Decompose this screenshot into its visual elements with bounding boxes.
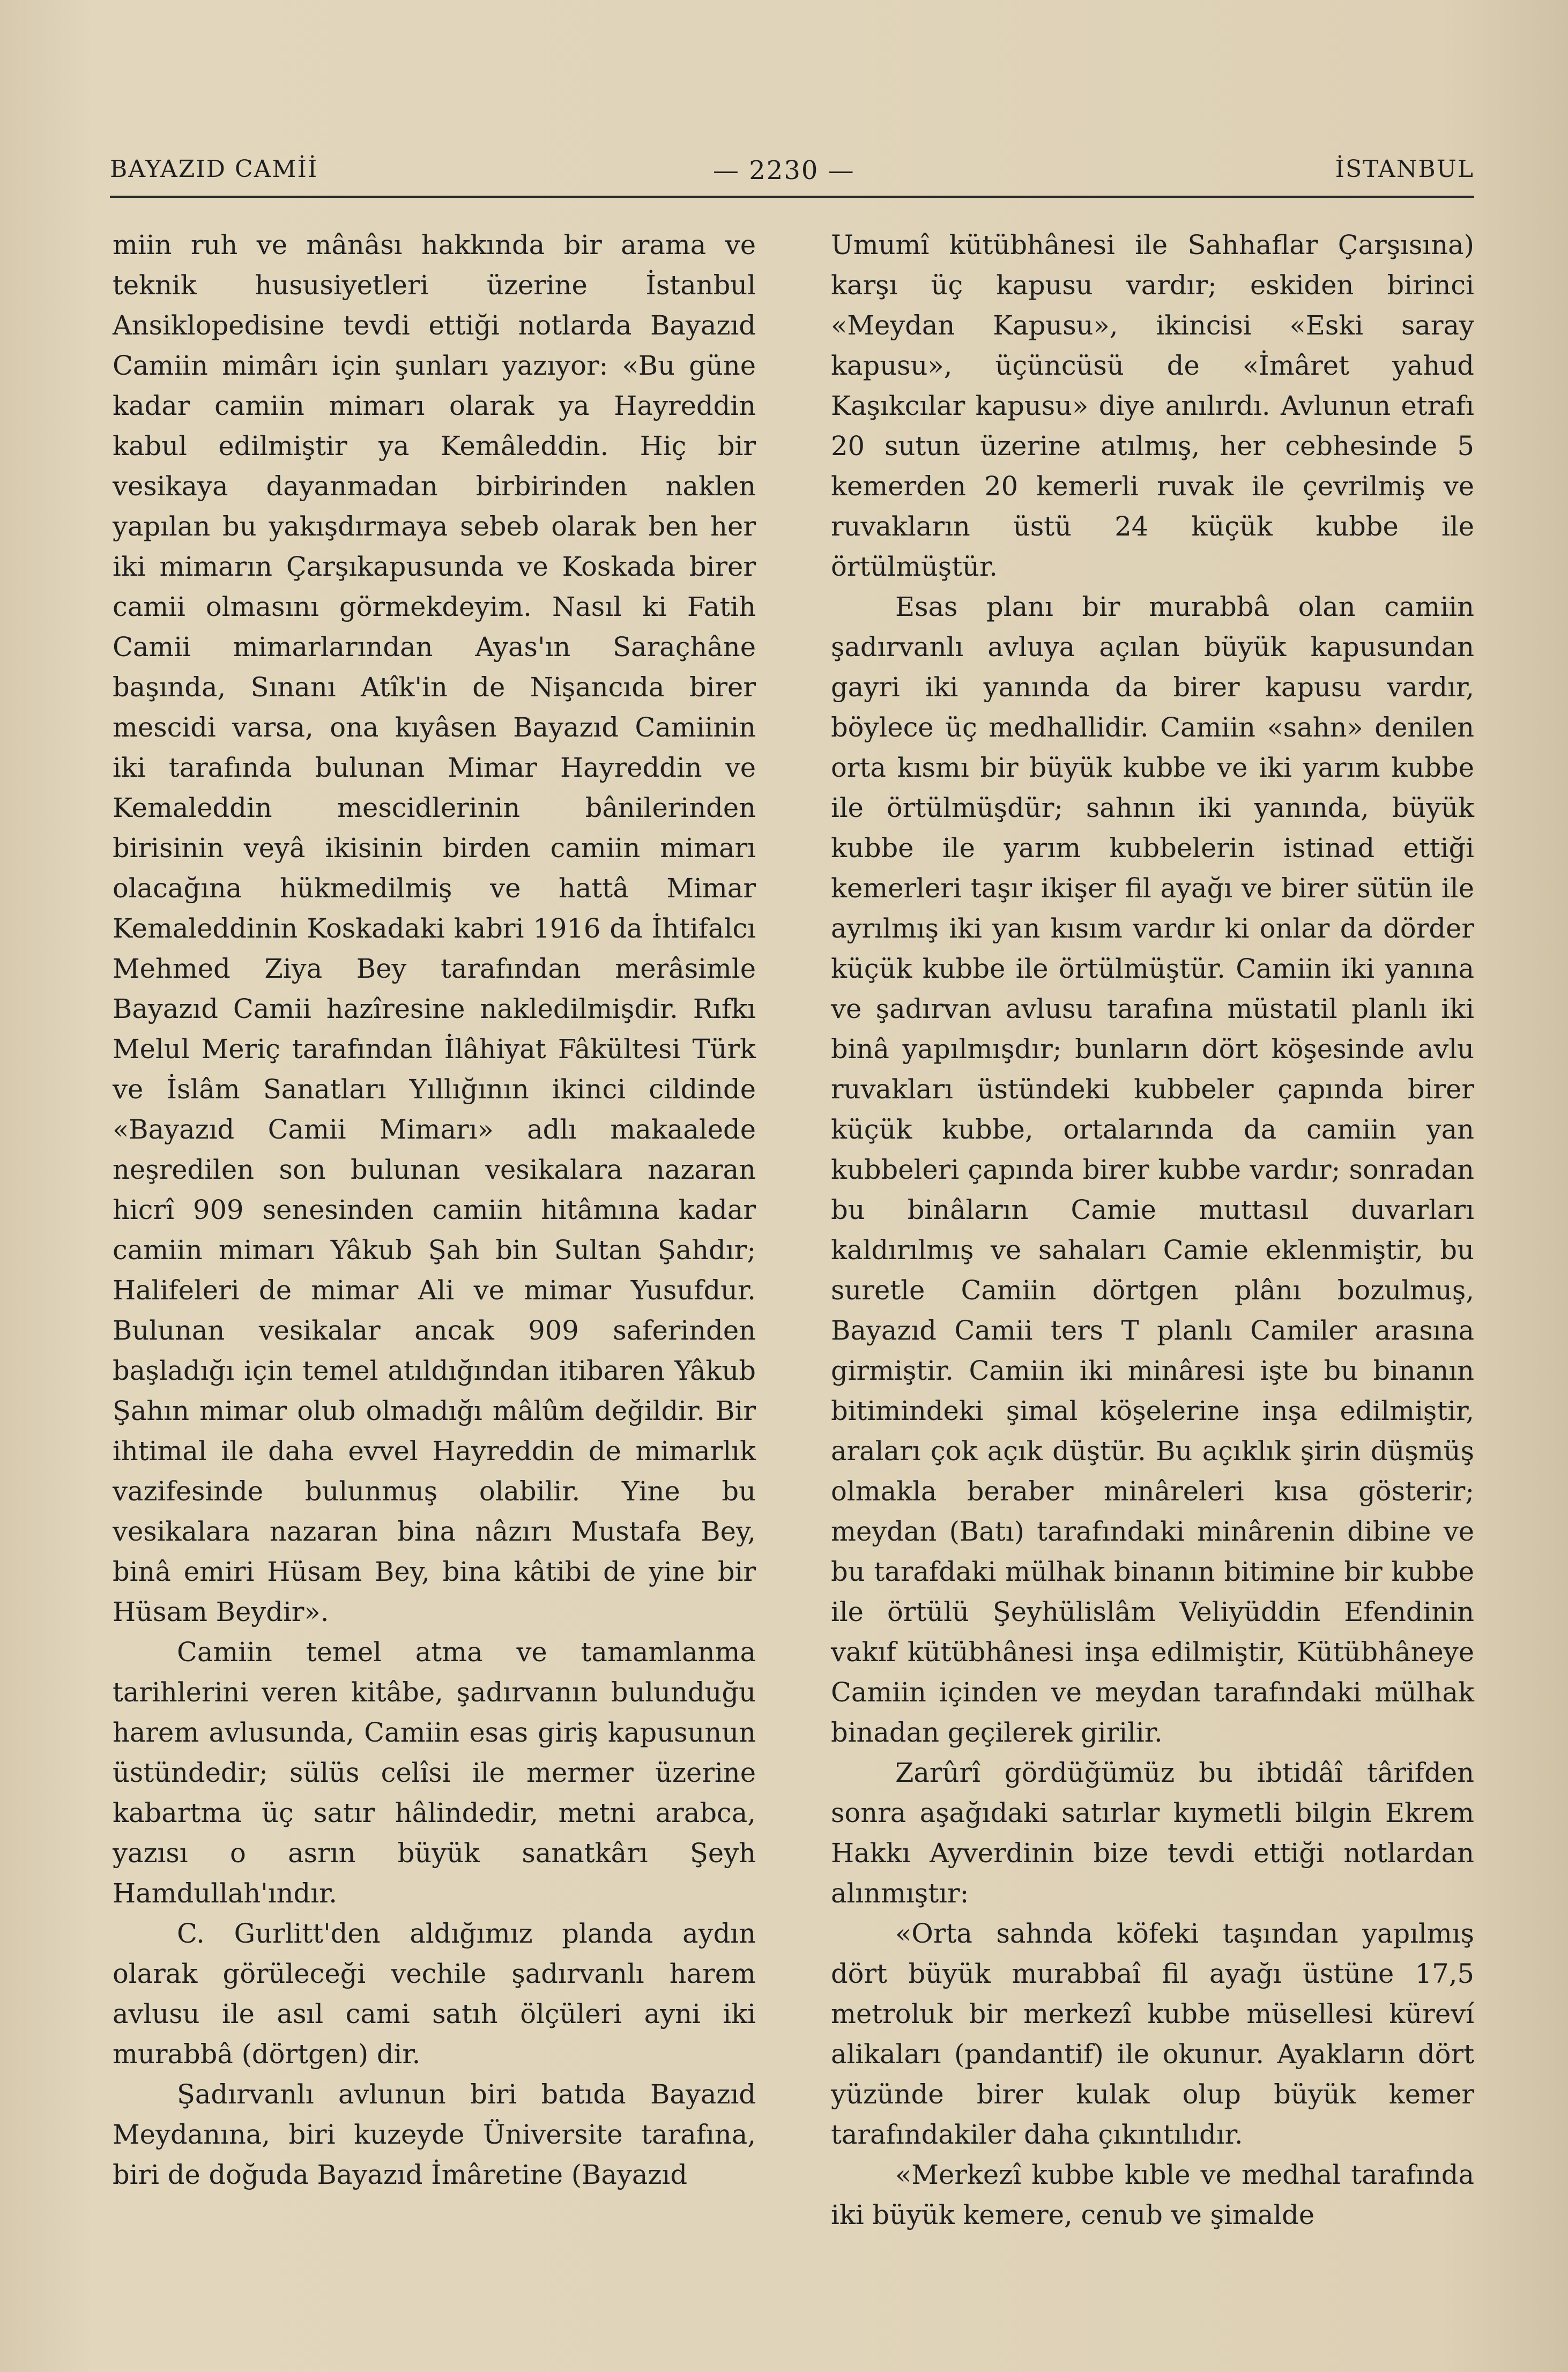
running-header (110, 155, 1474, 193)
header-volume-title: İSTANBUL (1335, 155, 1474, 183)
paragraph: «Orta sahnda köfeki taşından yapılmış dört büyük murabbaî fil ayağı üstüne 17,5 metroluk bir merkezî kubbe müsellesi küreví alikaları (pandantif) ile okunur. Ayakların dört yüzünde birer kulak olup büyük kemer tarafındakiler daha çıkıntılıdır. (831, 1918, 1474, 2150)
header-rule (110, 196, 1474, 198)
left-column (113, 225, 756, 2195)
page-number: — 2230 — (713, 155, 855, 185)
paragraph: «Merkezî kubbe kıble ve medhal tarafında iki büyük kemere, cenub ve şimalde (831, 2159, 1474, 2230)
paragraph: Zarûrî gördüğümüz bu ibtidâî târifden sonra aşağıdaki satırlar kıymetli bilgin Ekrem Hakkı Ayverdinin bize tevdi ettiği notlardan alınmıştır: (831, 1757, 1474, 1909)
header-section-title: BAYAZID CAMİİ (110, 155, 318, 183)
paragraph: C. Gurlitt'den aldığımız planda aydın olarak görüleceği vechile şadırvanlı harem avlusu ile asıl cami satıh ölçüleri ayni iki murabbâ (dörtgen) dir. (113, 1918, 756, 2070)
paragraph: Umumî kütübhânesi ile Sahhaflar Çarşısına) karşı üç kapusu vardır; eskiden birinci «Meydan Kapusu», ikincisi «Eski saray kapusu», üçüncüsü de «İmâret yahud Kaşıkcılar kapusu» diye anılırdı. Avlunun etrafı 20 sutun üzerine atılmış, her cebhesinde 5 kemerden 20 kemerli ruvak ile çevrilmiş ve ruvakların üstü 24 küçük kubbe ile örtülmüştür. (831, 229, 1474, 582)
right-column (831, 225, 1474, 2235)
paragraph: miin ruh ve mânâsı hakkında bir arama ve teknik hususiyetleri üzerine İstanbul Ansiklopedisine tevdi ettiği notlarda Bayazıd Camiin mimârı için şunları yazıyor: «Bu güne kadar camiin mimarı olarak ya Hayreddin kabul edilmiştir ya Kemâleddin. Hiç bir vesikaya dayanmadan birbirinden naklen yapılan bu yakışdırmaya sebeb olarak ben her iki mimarın Çarşıkapusunda ve Koskada birer camii olmasını görmekdeyim. Nasıl ki Fatih Camii mimarlarından Ayas'ın Saraçhâne başında, Sınanı Atîk'in de Nişancıda birer mescidi varsa, ona kıyâsen Bayazıd Camiinin iki tarafında bulunan Mimar Hayreddin ve Kemaleddin mescidlerinin bânilerinden birisinin veyâ ikisinin birden camiin mimarı olacağına hükmedilmiş ve hattâ Mimar Kemaleddinin Koskadaki kabri 1916 da İhtifalcı Mehmed Ziya Bey tarafından merâsimle Bayazıd Camii hazîresine nakledilmişdir. Rıfkı Melul Meriç tarafından İlâhiyat Fâkültesi Türk ve İslâm Sanatları Yıllığının ikinci cildinde «Bayazıd Camii Mimarı» adlı makaalede neşredilen son bulunan vesikalara nazaran hicrî 909 senesinden camiin hitâmına kadar camiin mimarı Yâkub Şah bin Sultan Şahdır; Halifeleri de mimar Ali ve mimar Yusufdur. Bulunan vesikalar ancak 909 saferinden başladığı için temel atıldığından itibaren Yâkub Şahın mimar olub olmadığı mâlûm değildir. Bir ihtimal ile daha evvel Hayreddin de mimarlık vazifesinde bulunmuş olabilir. Yine bu vesikalara nazaran bina nâzırı Mustafa Bey, binâ emiri Hüsam Bey, bina kâtibi de yine bir Hüsam Beydir». (113, 229, 756, 1627)
paragraph: Camiin temel atma ve tamamlanma tarihlerini veren kitâbe, şadırvanın bulunduğu harem avlusunda, Camiin esas giriş kapusunun üstündedir; sülüs celîsi ile mermer üzerine kabartma üç satır hâlindedir, metni arabca, yazısı o asrın büyük sanatkârı Şeyh Hamdullah'ındır. (113, 1637, 756, 1909)
paragraph: Şadırvanlı avlunun biri batıda Bayazıd Meydanına, biri kuzeyde Üniversite tarafına, biri de doğuda Bayazıd İmâretine (Bayazıd (113, 2079, 756, 2190)
paragraph: Esas planı bir murabbâ olan camiin şadırvanlı avluya açılan büyük kapusundan gayri iki yanında da birer kapusu vardır, böylece üç medhallidir. Camiin «sahn» denilen orta kısmı bir büyük kubbe ve iki yarım kubbe ile örtülmüşdür; sahnın iki yanında, büyük kubbe ile yarım kubbelerin istinad ettiği kemerleri taşır ikişer fil ayağı ve birer sütün ile ayrılmış iki yan kısım vardır ki onlar da dörder küçük kubbe ile örtülmüştür. Camiin iki yanına ve şadırvan avlusu tarafına müstatil planlı iki binâ yapılmışdır; bunların dört köşesinde avlu ruvakları üstündeki kubbeler çapında birer küçük kubbe, ortalarında da camiin yan kubbeleri çapında birer kubbe vardır; sonradan bu binâların Camie muttasıl duvarları kaldırılmış ve sahaları Camie eklenmiştir, bu suretle Camiin dörtgen plânı bozulmuş, Bayazıd Camii ters T planlı Camiler arasına girmiştir. Camiin iki minâresi işte bu binanın bitimindeki şimal köşelerine inşa edilmiştir, araları çok açık düştür. Bu açıklık şirin düşmüş olmakla beraber minâreleri kısa gösterir; meydan (Batı) tarafındaki minârenin dibine ve bu tarafdaki mülhak binanın bitimine bir kubbe ile örtülü Şeyhülislâm Veliyüddin Efendinin vakıf kütübhânesi inşa edilmiştir, Kütübhâneye Camiin içinden ve meydan tarafındaki mülhak binadan geçilerek girilir. (831, 591, 1474, 1748)
